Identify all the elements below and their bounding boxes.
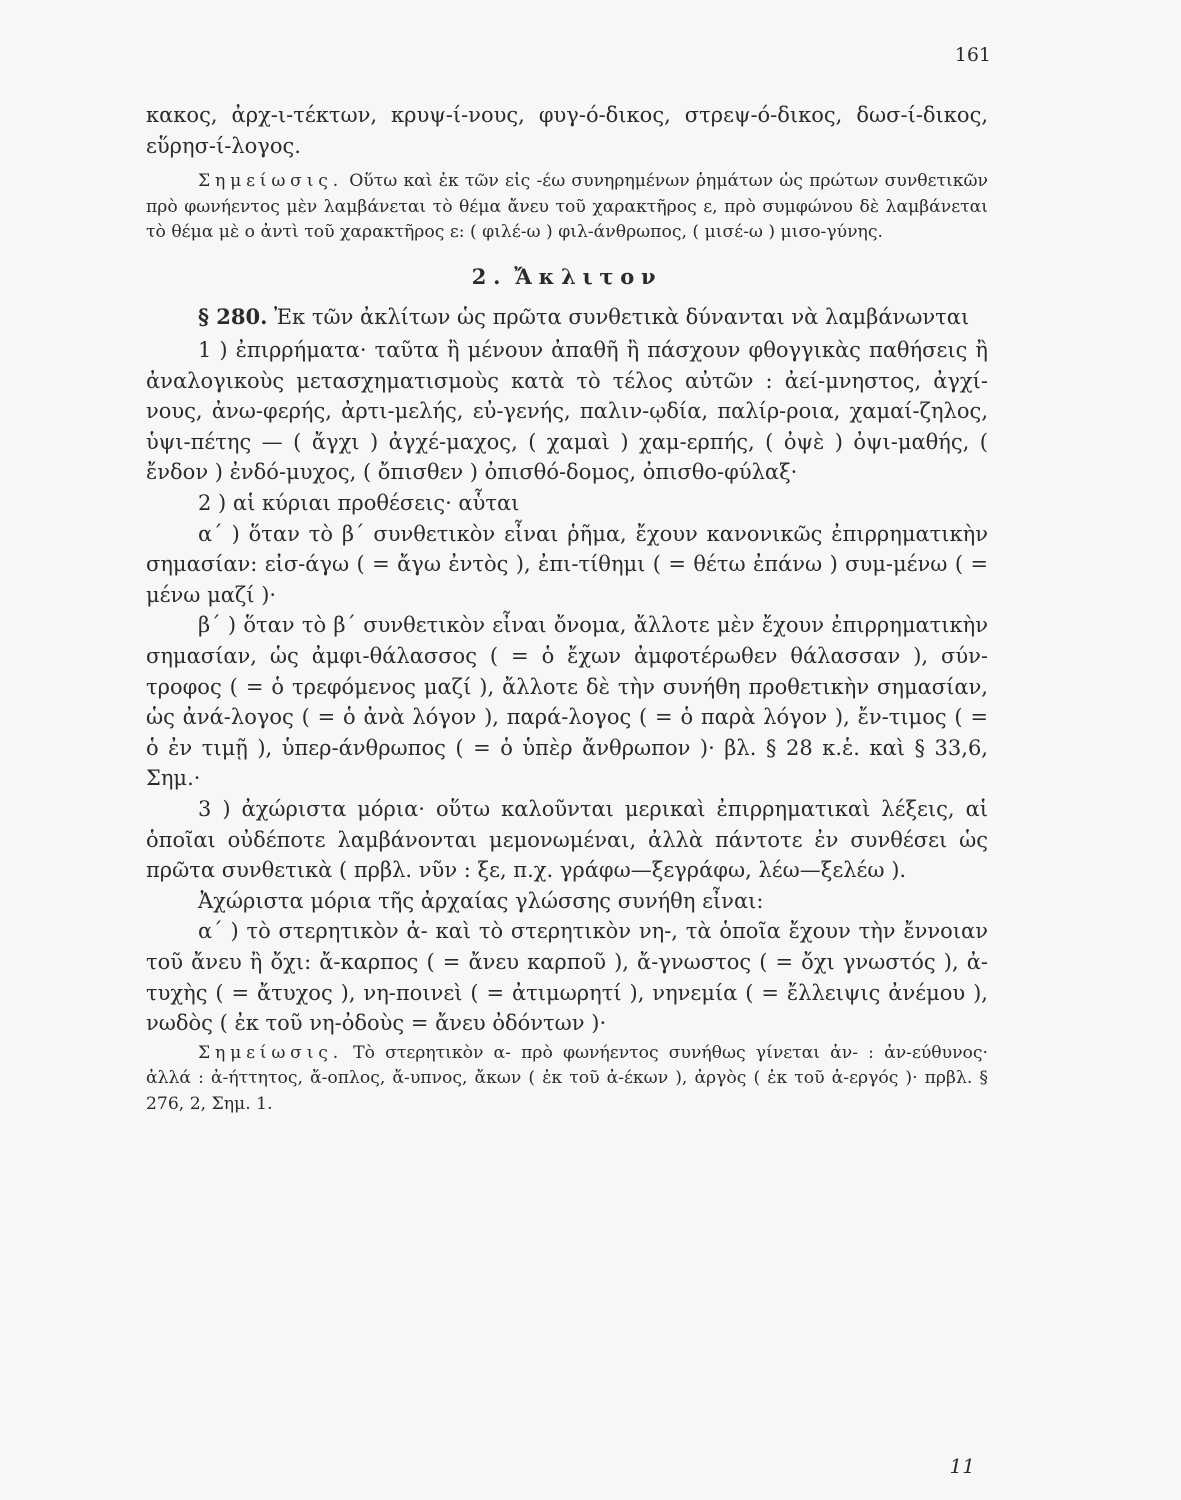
note-2-text: Τὸ στερητικὸν α- πρὸ φωνήεντος συνήθως γίνεται ἀν- : ἀν-εύθυνος· ἀλλά : ἀ-ήττητος, ἄ-οπλος, ἄ-υπνος, ἄκων ( ἐκ τοῦ ἀ-έκων ), ἀργὸς ( ἐκ τοῦ ἀ-εργός )· πρβλ. § 276, 2, Σημ. 1. bbox=[146, 1042, 988, 1114]
note-1-text: Οὕτω καὶ ἐκ τῶν εἰς -έω συνηρημένων ῥημάτων ὡς πρώτων συνθετικῶν πρὸ φωνήεντος μὲν λαμβάνεται τὸ θέμα ἄνευ τοῦ χαρακτῆρος ε, πρὸ συμφώνου δὲ λαμβάνεται τὸ θέμα μὲ ο ἀντὶ τοῦ χαρακτῆρος ε: ( φιλέ-ω ) φιλ-άνθρωπος, ( μισέ-ω ) μισο-γύνης. bbox=[146, 171, 988, 242]
paragraph-p1: κακος, ἀρχ-ι-τέκτων, κρυψ-ί-νους, φυγ-ό-δικος, στρεψ-ό-δικος, δωσ-ί-δικος, εὕρησ-ί-λογος. bbox=[146, 103, 988, 158]
note-label: Σημείωσις. bbox=[198, 1042, 343, 1063]
note-1 bbox=[146, 169, 988, 246]
page-body bbox=[146, 100, 988, 1117]
paragraph-particles-intro: Ἀχώριστα μόρια τῆς ἀρχαίας γλώσσης συνήθη εἶναι: bbox=[198, 888, 764, 913]
signature-mark: 11 bbox=[949, 1454, 975, 1478]
paragraph-privative: α΄ ) τὸ στερητικὸν ἀ- καὶ τὸ στερητικὸν νη-, τὰ ὁποῖα ἔχουν τὴν ἔννοιαν τοῦ ἄνευ ἢ ὄχι: ἄ-καρπος ( = ἄνευ καρποῦ ), ἄ-γνωστος ( = ὄχι γνωστός ), ἀ-τυχὴς ( = ἄτυχος ), νη-ποινεὶ ( = ἀτιμωρητί ), νηνεμία ( = ἔλλειψις ἀνέμου ), νωδὸς ( ἐκ τοῦ νη-ὀδοὺς = ἄνευ ὀδόντων )· bbox=[146, 919, 988, 1036]
section-heading-title: Ἄκλιτον bbox=[514, 263, 663, 289]
page-number: 161 bbox=[954, 44, 991, 66]
paragraph-prepositions-a: α΄ ) ὅταν τὸ β΄ συνθετικὸν εἶναι ῥῆμα, ἔχουν κανονικῶς ἐπιρρηματικὴν σημασίαν: εἰσ-άγω ( = ἄγω ἐντὸς ), ἐπι-τίθημι ( = θέτω ἐπάνω ) συμ-μένω ( = μένω μαζί )· bbox=[146, 521, 988, 607]
paragraph-particles: 3 ) ἀχώριστα μόρια· οὕτω καλοῦνται μερικαὶ ἐπιρρηματικαὶ λέξεις, αἱ ὁποῖαι οὐδέποτε λαμβάνονται μεμονωμέναι, ἀλλὰ πάντοτε ἐν συνθέσει ὡς πρῶτα συνθετικὰ ( πρβλ. νῦν : ξε, π.χ. γράφω—ξεγράφω, λέω—ξελέω ). bbox=[146, 797, 988, 883]
paragraph-280 bbox=[146, 302, 988, 333]
paragraph-prepositions-b: β΄ ) ὅταν τὸ β΄ συνθετικὸν εἶναι ὄνομα, ἄλλοτε μὲν ἔχουν ἐπιρρηματικὴν σημασίαν, ὡς ἀμφι-θάλασσος ( = ὁ ἔχων ἀμφοτέρωθεν θάλασσαν ), σύν-τροφος ( = ὁ τρεφόμενος μαζί ), ἄλλοτε δὲ τὴν συνήθη προθετικὴν σημασίαν, ὡς ἀνά-λογος ( = ὁ ἀνὰ λόγον ), παρά-λογος ( = ὁ παρὰ λόγον ), ἔν-τιμος ( = ὁ ἐν τιμῇ ), ὑπερ-άνθρωπος ( = ὁ ὑπὲρ ἄνθρωπον )· βλ. § 28 κ.ἑ. καὶ § 33,6, Σημ.· bbox=[146, 613, 988, 791]
paragraph-prepositions: 2 ) αἱ κύριαι προθέσεις· αὗται bbox=[198, 491, 520, 516]
note-label: Σημείωσις. bbox=[198, 171, 343, 191]
paragraph-280-text: Ἐκ τῶν ἀκλίτων ὡς πρῶτα συνθετικὰ δύνανται νὰ λαμβάνωνται bbox=[267, 304, 970, 329]
paragraph-adverbs: 1 ) ἐπιρρήματα· ταῦτα ἢ μένουν ἀπαθῆ ἢ πάσχουν φθογγικὰς παθήσεις ἢ ἀναλογικοὺς μετασχηματισμοὺς κατὰ τὸ τέλος αὐτῶν : ἀεί-μνηστος, ἀγχί-νους, ἀνω-φερής, ἀρτι-μελής, εὐ-γενής, παλιν-ῳδία, παλίρ-ροια, χαμαί-ζηλος, ὑψι-πέτης — ( ἄγχι ) ἀγχέ-μαχος, ( χαμαὶ ) χαμ-ερπής, ( ὀψὲ ) ὀψι-μαθής, ( ἔνδον ) ἐνδό-μυχος, ( ὄπισθεν ) ὀπισθό-δομος, ὀπισθο-φύλαξ· bbox=[146, 338, 988, 485]
section-heading-number: 2. bbox=[471, 263, 508, 289]
section-number: § 280. bbox=[198, 303, 268, 329]
note-2 bbox=[146, 1041, 988, 1118]
section-heading bbox=[146, 262, 988, 292]
